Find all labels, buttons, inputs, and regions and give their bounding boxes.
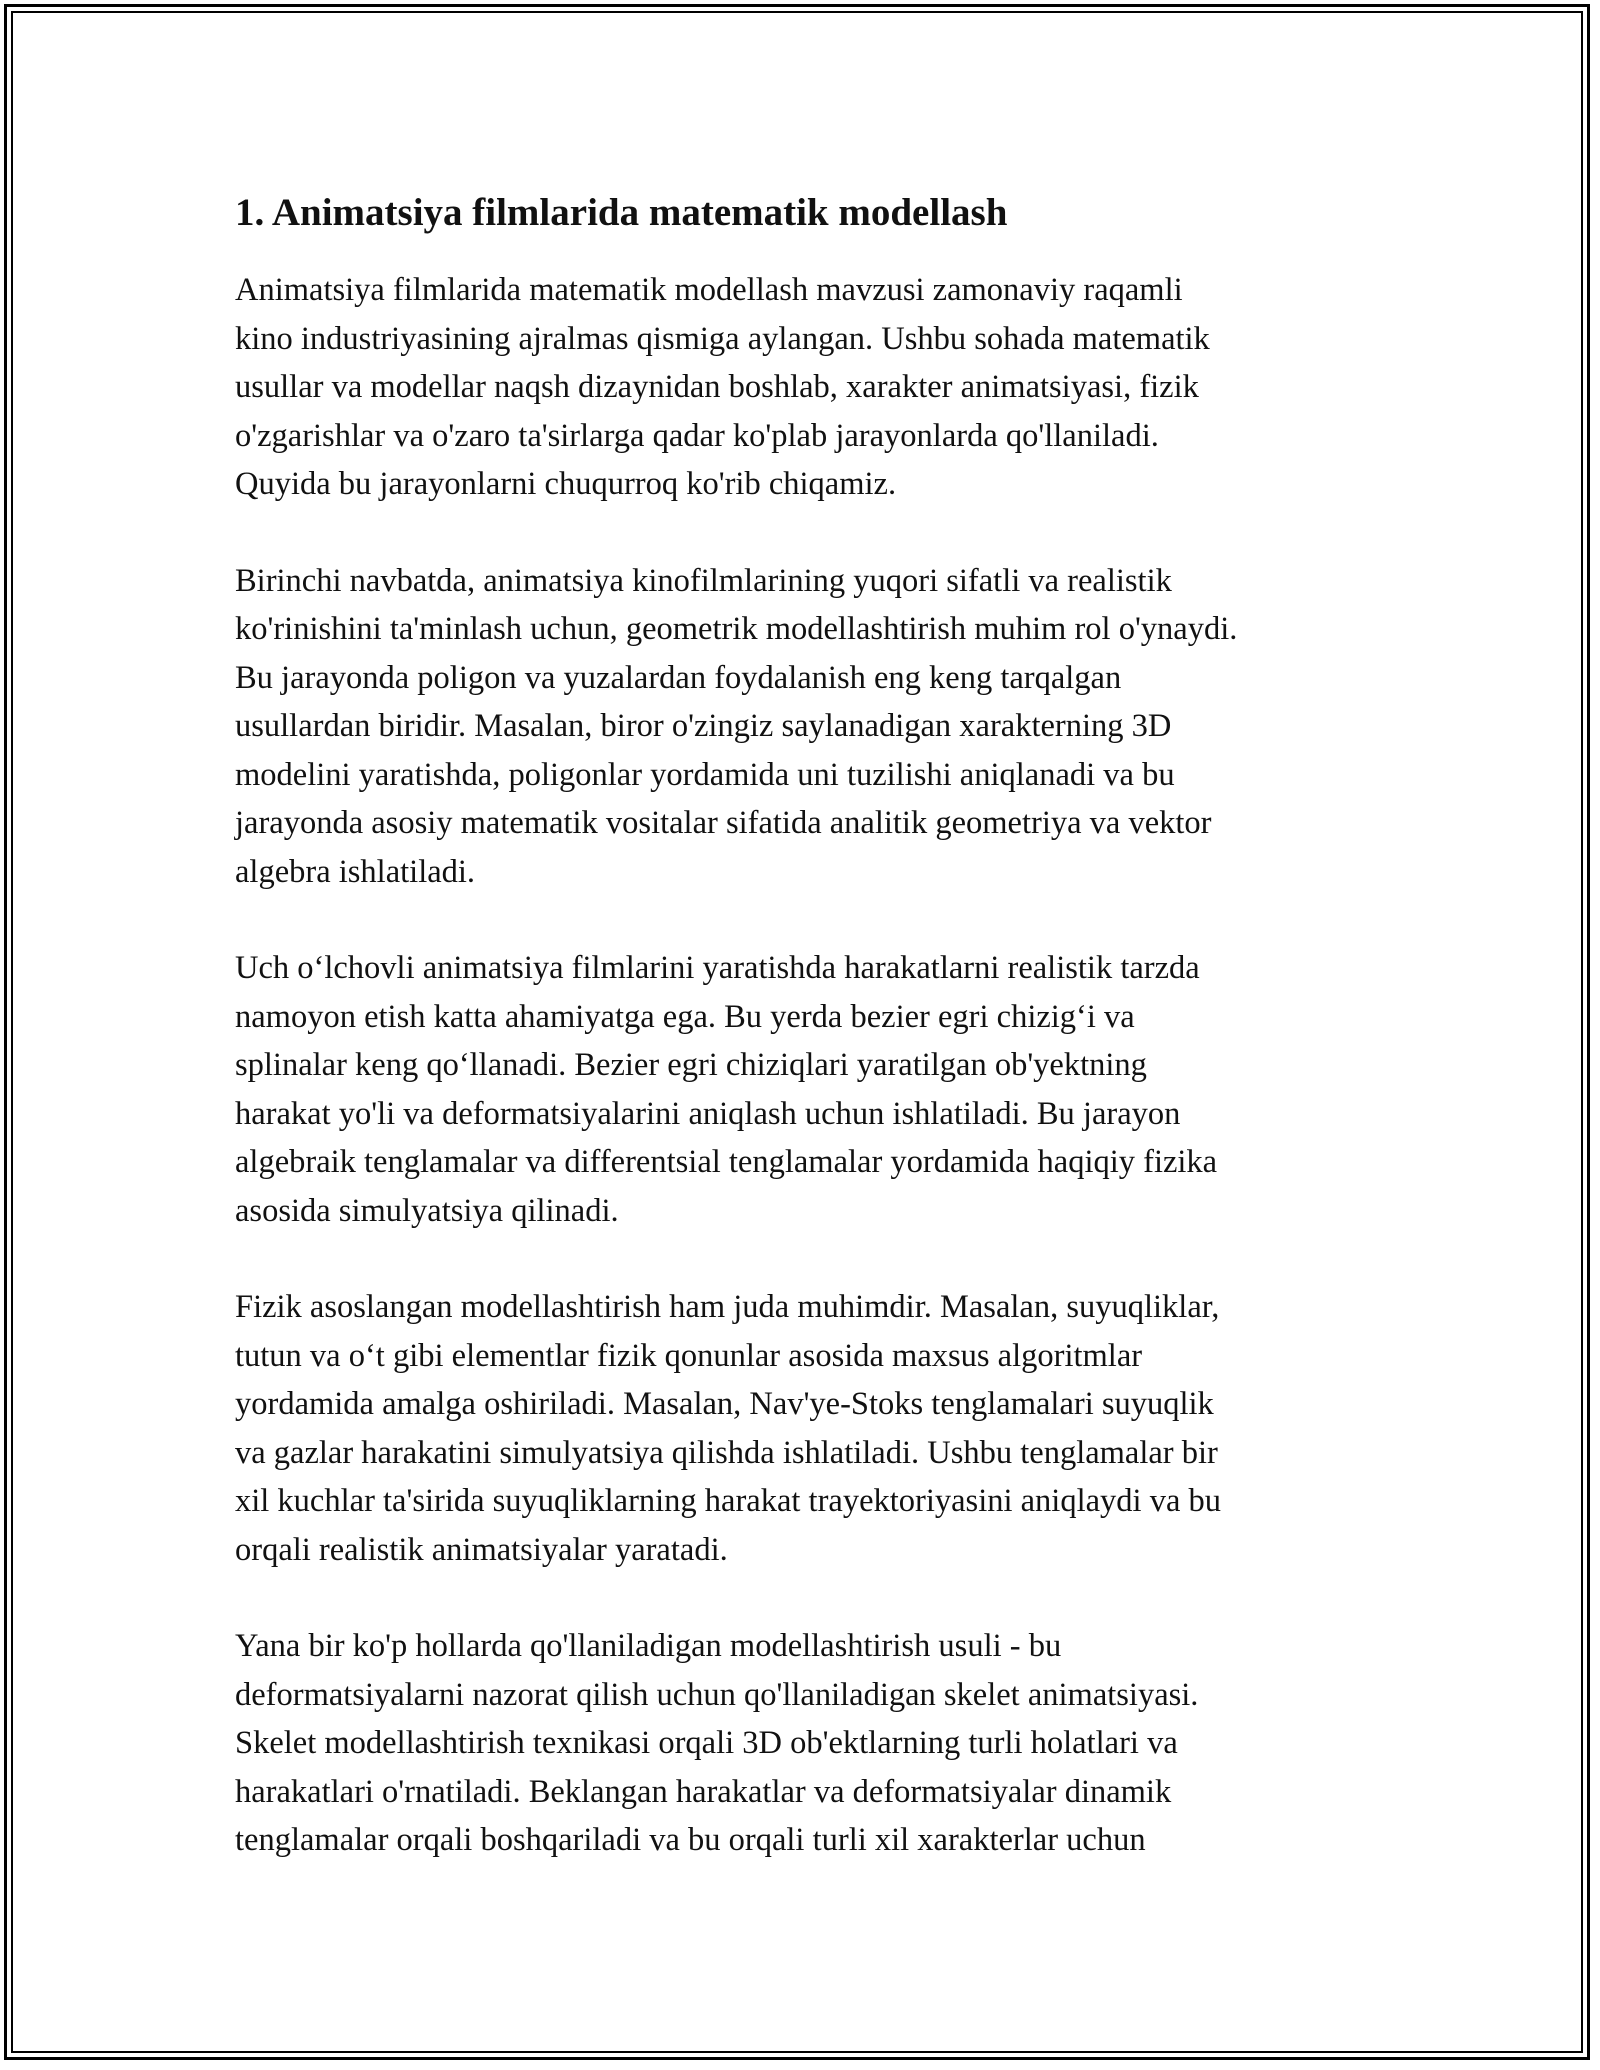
paragraph-skeletal-animation: Yana bir ko'p hollarda qo'llaniladigan modellashtirish usuli - bu deformatsiyalarni nazorat qilish uchun qo'llaniladigan skelet animatsiyasi. Skelet modellashtirish texnikasi orqali 3D ob'ektlarning turli holatlari va harakatlari o'rnatiladi. Beklangan harakatlar va deformatsiyalar dinamik tenglamalar orqali boshqariladi va bu orqali turli xil xarakterlar uchun <box>235 1628 1199 1858</box>
paragraph-bezier-curves: Uch o‘lchovli animatsiya filmlarini yaratishda harakatlarni realistik tarzda namoyon etish katta ahamiyatga ega. Bu yerda bezier egri chizig‘i va splinalar keng qo‘llanadi. Bezier egri chiziqlari yaratilgan ob'yektning harakat yo'li va deformatsiyalarini aniqlash uchun ishlatiladi. Bu jarayon algebraik tenglamalar va differentsial tenglamalar yordamida haqiqiy fizika asosida simulyatsiya qilinadi. <box>235 950 1218 1229</box>
section-heading: 1. Animatsiya filmlarida matematik modellash <box>235 191 1008 234</box>
paragraph-physics-modeling: Fizik asoslangan modellashtirish ham juda muhimdir. Masalan, suyuqliklar, tutun va o‘t gibi elementlar fizik qonunlar asosida maxsus algoritmlar yordamida amalga oshiriladi. Masalan, Nav'ye-Stoks tenglamalari suyuqlik va gazlar harakatini simulyatsiya qilishda ishlatiladi. Ushbu tenglamalar bir xil kuchlar ta'sirida suyuqliklarning harakat trayektoriyasini aniqlaydi va bu orqali realistik animatsiyalar yaratadi. <box>235 1289 1221 1568</box>
paragraph-intro: Animatsiya filmlarida matematik modellash mavzusi zamonaviy raqamli kino industriyasining ajralmas qismiga aylangan. Ushbu sohada matematik usullar va modellar naqsh dizaynidan boshlab, xarakter animatsiyasi, fizik o'zgarishlar va o'zaro ta'sirlarga qadar ko'plab jarayonlarda qo'llaniladi. Quyida bu jarayonlarni chuqurroq ko'rib chiqamiz. <box>235 272 1210 502</box>
document-body <box>235 186 1375 1865</box>
paragraph-geometric-modeling: Birinchi navbatda, animatsiya kinofilmlarining yuqori sifatli va realistik ko'rinishini ta'minlash uchun, geometrik modellashtirish muhim rol o'ynaydi. Bu jarayonda poligon va yuzalardan foydalanish eng keng tarqalgan usullardan biridir. Masalan, biror o'zingiz saylanadigan xarakterning 3D modelini yaratishda, poligonlar yordamida uni tuzilishi aniqlanadi va bu jarayonda asosiy matematik vositalar sifatida analitik geometriya va vektor algebra ishlatiladi. <box>235 562 1238 890</box>
